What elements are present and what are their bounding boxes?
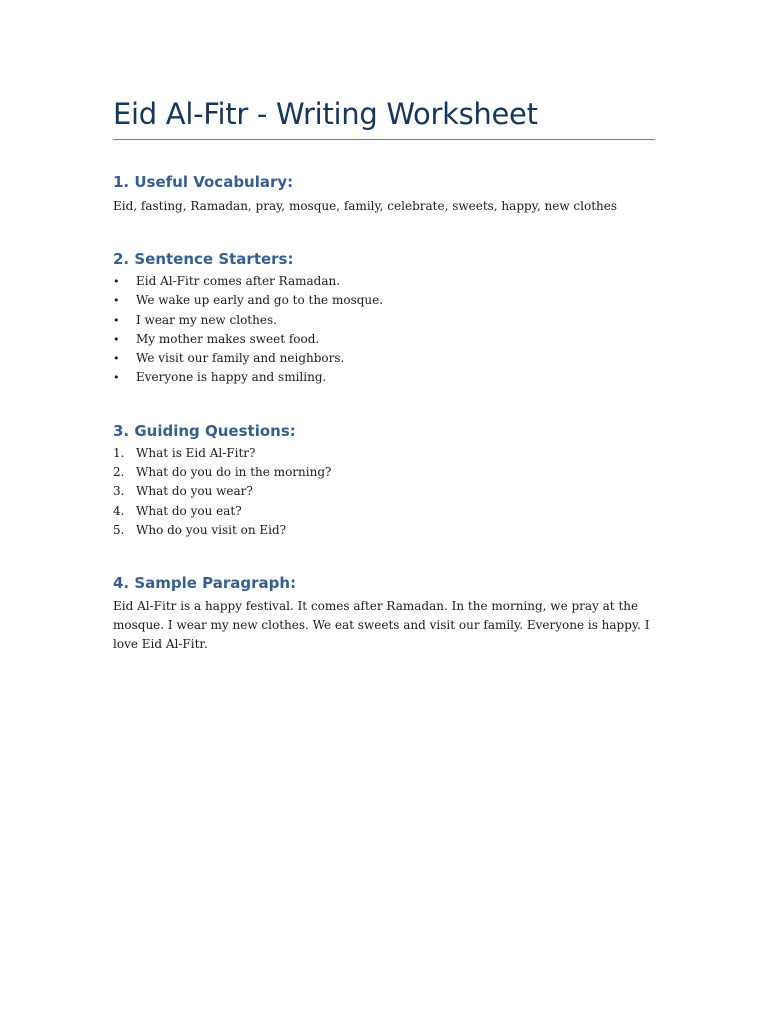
- list-item-text: What is Eid Al-Fitr?: [136, 445, 256, 460]
- page-title: Eid Al-Fitr - Writing Worksheet: [113, 97, 538, 131]
- bullet-icon: •: [113, 371, 120, 385]
- list-item: [113, 349, 655, 368]
- list-item: [113, 272, 655, 291]
- list-item: [113, 311, 655, 330]
- list-item-text: We visit our family and neighbors.: [136, 351, 345, 366]
- list-item-text: I wear my new clothes.: [136, 312, 277, 327]
- list-item-text: What do you eat?: [136, 503, 242, 518]
- sample-paragraph-heading: 4. Sample Paragraph:: [113, 574, 297, 593]
- list-item-text: Everyone is happy and smiling.: [136, 370, 327, 385]
- list-number: 4.: [113, 503, 125, 518]
- sample-paragraph-text: Eid Al-Fitr is a happy festival. It comes after Ramadan. In the morning, we pray at the mosque. I wear my new clothes. We eat sweets and visit our family. Everyone is happy. I love Eid Al-Fitr.: [113, 599, 650, 652]
- vocabulary-section: [113, 172, 655, 216]
- list-item-text: Who do you visit on Eid?: [136, 522, 287, 537]
- sentence-starters-heading: 2. Sentence Starters:: [113, 250, 294, 268]
- sentence-starters-section: [113, 249, 655, 388]
- list-item: [113, 368, 655, 387]
- bullet-icon: •: [113, 294, 120, 308]
- list-item-text: What do you do in the morning?: [136, 465, 332, 480]
- list-item: [113, 521, 655, 540]
- list-item-text: What do you wear?: [136, 484, 253, 499]
- list-number: 1.: [113, 445, 125, 460]
- list-number: 3.: [113, 484, 125, 499]
- bullet-icon: •: [113, 313, 120, 327]
- list-item-text: Eid Al-Fitr comes after Ramadan.: [136, 274, 341, 288]
- bullet-icon: •: [113, 332, 120, 346]
- worksheet-page: [113, 96, 655, 654]
- list-item-text: My mother makes sweet food.: [136, 331, 320, 346]
- vocabulary-text: Eid, fasting, Ramadan, pray, mosque, family, celebrate, sweets, happy, new clothes: [113, 199, 618, 213]
- list-item: [113, 291, 655, 310]
- guiding-questions-section: [113, 421, 655, 540]
- list-item: [113, 482, 655, 501]
- list-item: [113, 444, 655, 463]
- list-item: [113, 330, 655, 349]
- list-item-text: We wake up early and go to the mosque.: [136, 293, 384, 308]
- bullet-icon: •: [113, 352, 120, 366]
- list-number: 2.: [113, 465, 125, 480]
- list-item: [113, 502, 655, 521]
- bullet-icon: •: [113, 275, 120, 288]
- guiding-questions-list: [113, 444, 655, 540]
- title-divider: [113, 139, 655, 140]
- vocabulary-heading: 1. Useful Vocabulary:: [113, 173, 294, 191]
- list-number: 5.: [113, 522, 125, 537]
- list-item: [113, 463, 655, 482]
- sentence-starters-list: [113, 272, 655, 388]
- guiding-questions-heading: 3. Guiding Questions:: [113, 421, 296, 440]
- sample-paragraph-section: [113, 573, 655, 654]
